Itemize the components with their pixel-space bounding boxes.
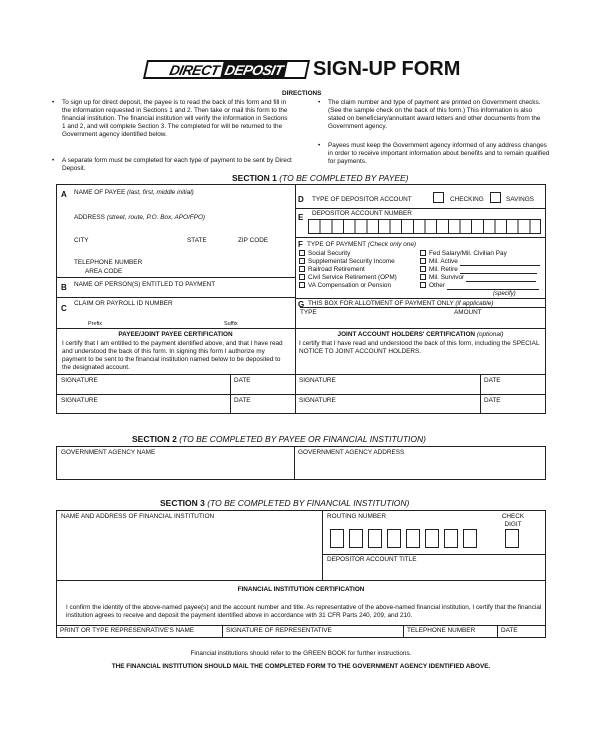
allotment-amount-field[interactable]: AMOUNT <box>454 309 482 316</box>
logo <box>143 60 310 79</box>
city-field[interactable]: CITY <box>74 237 89 244</box>
form-title: SIGN-UP FORM <box>313 58 461 80</box>
payment-option[interactable]: Other <box>420 282 540 290</box>
mail-instruction: THE FINANCIAL INSTITUTION SHOULD MAIL THE COMPLETED FORM TO THE GOVERNMENT AGENCY IDENTIFIED ABOVE. <box>111 663 491 670</box>
routing-digit[interactable] <box>330 529 344 548</box>
specify-label: (specify) <box>493 291 516 297</box>
payment-option[interactable]: VA Compensation or Pension <box>299 282 397 290</box>
savings-label: SAVINGS <box>506 196 534 203</box>
direction-right-2: • Payees must keep the Government agency informed of any address changes in order to receive important information about benefits and to remain qualified for payments. <box>318 142 550 165</box>
payment-checkbox[interactable] <box>420 274 426 280</box>
payment-option[interactable]: Civil Service Retirement (OPM) <box>299 274 397 282</box>
suffix-label: Suffix <box>224 321 238 327</box>
payee-date-field-2[interactable]: DATE <box>234 397 251 404</box>
rep-signature-field[interactable]: SIGNATURE OF REPRESENTATIVE <box>226 627 332 634</box>
telephone-field[interactable]: TELEPHONE NUMBER <box>74 259 143 266</box>
routing-number-label: ROUTING NUMBER <box>327 513 386 520</box>
routing-digit[interactable] <box>406 529 420 548</box>
payment-option[interactable]: Mil. Active <box>420 258 540 266</box>
payment-checkbox[interactable] <box>420 258 426 264</box>
payment-checkbox[interactable] <box>420 250 426 256</box>
joint-date-field-2[interactable]: DATE <box>484 397 501 404</box>
depositor-account-type-label: TYPE OF DEPOSITOR ACCOUNT <box>312 196 412 203</box>
direction-left-1: • To sign up for direct deposit, the payee is to read the back of this form and fill in the information requested in Sections 1 and 2. Then take or mail this form to the financial institution. The financial institution will verify the information in Sections 1 and 2, and will complete Section 3. The completed for will be returned to the Government agency identified below. <box>52 99 288 138</box>
payment-option[interactable]: Supplemental Security Income <box>299 258 397 266</box>
section3-heading: SECTION 3 (TO BE COMPLETED BY FINANCIAL INSTITUTION) <box>160 498 410 508</box>
savings-checkbox[interactable] <box>490 192 501 203</box>
direction-right-1: • The claim number and type of payment are printed on Government checks. (See the sample check on the back of this form.) This information is also stated on beneficiary/annuitant award letters and other documents from the Government agency. <box>318 99 541 130</box>
payment-option[interactable]: Social Security <box>299 250 397 258</box>
green-book-note: Financial institutions should refer to the GREEN BOOK for further instructions. <box>190 650 412 657</box>
payee-signature-field-2[interactable]: SIGNATURE <box>61 397 98 404</box>
name-of-payee[interactable]: NAME OF PAYEE (last, first, middle initial) <box>74 189 194 196</box>
agency-address-field[interactable]: GOVERNMENT AGENCY ADDRESS <box>298 449 405 456</box>
checking-label: CHECKING <box>450 196 484 203</box>
state-field[interactable]: STATE <box>187 237 207 244</box>
check-digit-label: CHECK DIGIT <box>501 513 525 528</box>
claim-id-field[interactable]: CLAIM OR PAYROLL ID NUMBER <box>74 300 173 307</box>
section-e-letter: E <box>298 213 304 222</box>
payment-options-right <box>420 250 540 290</box>
payment-option[interactable]: Railroad Retirement <box>299 266 397 274</box>
rep-name-field[interactable]: PRINT OR TYPE REPRESENRATIVE'S NAME <box>60 627 195 634</box>
payee-cert-text: I certify that I am entitled to the payment identified above, and that I have read and understood the back of this form. In signing this form I authorize my payment to be sent to the financial institution named below to be deposited to the designated account. <box>62 340 283 371</box>
logo-deposit: DEPOSIT <box>220 62 287 78</box>
type-of-payment-label: TYPE OF PAYMENT (Check only one) <box>307 241 417 248</box>
account-number-boxes[interactable] <box>308 219 541 234</box>
joint-cert-title: JOINT ACCOUNT HOLDERS' CERTIFICATION (optional) <box>337 331 504 338</box>
joint-date-field[interactable]: DATE <box>484 377 501 384</box>
payee-signature-field[interactable]: SIGNATURE <box>61 377 98 384</box>
payment-checkbox[interactable] <box>299 258 305 264</box>
routing-digit-boxes[interactable] <box>330 529 510 551</box>
payment-checkbox[interactable] <box>299 274 305 280</box>
section-g-letter: G <box>298 300 305 309</box>
payment-option[interactable]: Mil. Survivor <box>420 274 540 282</box>
allotment-type-field[interactable]: TYPE <box>300 309 317 316</box>
fi-cert-text: I confirm the identity of the above-named payee(s) and the account number and title. As representative of the above-named financial institution, I certify that the financial institution agrees to receive and deposit the payment identified above in accordance with 31 CFR Parts 240, 209, and 210. <box>66 604 542 619</box>
fi-cert-title: FINANCIAL INSTITUTION CERTIFICATION <box>237 586 365 593</box>
direction-left-2: • A separate form must be completed for each type of payment to be sent by Direct Deposit. <box>52 157 292 172</box>
checking-checkbox[interactable] <box>433 192 444 203</box>
payment-options-left <box>299 250 397 290</box>
section-b-letter: B <box>61 283 67 292</box>
depositor-account-number-label: DEPOSITOR ACCOUNT NUMBER <box>312 210 412 217</box>
routing-digit[interactable] <box>368 529 382 548</box>
logo-direct: DIRECT <box>168 61 221 78</box>
section1-heading: SECTION 1 (TO BE COMPLETED BY PAYEE) <box>232 173 409 183</box>
routing-digit[interactable] <box>387 529 401 548</box>
allotment-label: THIS BOX FOR ALLOTMENT OF PAYMENT ONLY (if applicable) <box>308 300 494 307</box>
routing-digit[interactable] <box>349 529 363 548</box>
persons-entitled-field[interactable]: NAME OF PERSON(S) ENTITLED TO PAYMENT <box>74 281 216 288</box>
section-d-letter: D <box>298 195 304 204</box>
section-c-letter: C <box>61 304 67 313</box>
payment-checkbox[interactable] <box>420 282 426 288</box>
section2-heading: SECTION 2 (TO BE COMPLETED BY PAYEE OR FINANCIAL INSTITUTION) <box>132 434 426 444</box>
rep-date-field[interactable]: DATE <box>501 627 518 634</box>
payment-option[interactable]: Mil. Retire <box>420 266 540 274</box>
zip-field[interactable]: ZIP CODE <box>238 237 269 244</box>
payment-checkbox[interactable] <box>420 266 426 272</box>
payment-checkbox[interactable] <box>299 250 305 256</box>
payment-checkbox[interactable] <box>299 266 305 272</box>
check-digit-box[interactable] <box>505 529 519 548</box>
section-f-letter: F <box>298 240 303 249</box>
payment-checkbox[interactable] <box>299 282 305 288</box>
routing-digit[interactable] <box>444 529 458 548</box>
rep-telephone-field[interactable]: TELEPHONE NUMBER <box>407 627 476 634</box>
payment-option[interactable]: Fed Salary/Mil. Civilian Pay <box>420 250 540 258</box>
routing-digit[interactable] <box>463 529 477 548</box>
section-a-letter: A <box>61 190 67 199</box>
fi-name-address-field[interactable]: NAME AND ADDRESS OF FINANCIAL INSTITUTION <box>61 513 215 520</box>
payee-address[interactable]: ADDRESS (street, route, P.O. Box, APO/FPO) <box>74 214 206 221</box>
depositor-account-title-field[interactable]: DEPOSITOR ACCOUNT TITLE <box>327 556 417 563</box>
joint-signature-field-2[interactable]: SIGNATURE <box>299 397 336 404</box>
payee-cert-title: PAYEE/JOINT PAYEE CERTIFICATION <box>118 331 233 338</box>
area-code-label: AREA CODE <box>85 268 123 275</box>
joint-cert-text: I certify that I have read and understood the back of this form, including the SPECIAL NOTICE TO JOINT ACCOUNT HOLDERS. <box>299 340 540 355</box>
joint-signature-field[interactable]: SIGNATURE <box>299 377 336 384</box>
directions-heading: DIRECTIONS <box>282 90 322 97</box>
payee-date-field[interactable]: DATE <box>234 377 251 384</box>
agency-name-field[interactable]: GOVERNMENT AGENCY NAME <box>61 449 156 456</box>
routing-digit[interactable] <box>425 529 439 548</box>
prefix-label: Prefix <box>88 321 103 327</box>
